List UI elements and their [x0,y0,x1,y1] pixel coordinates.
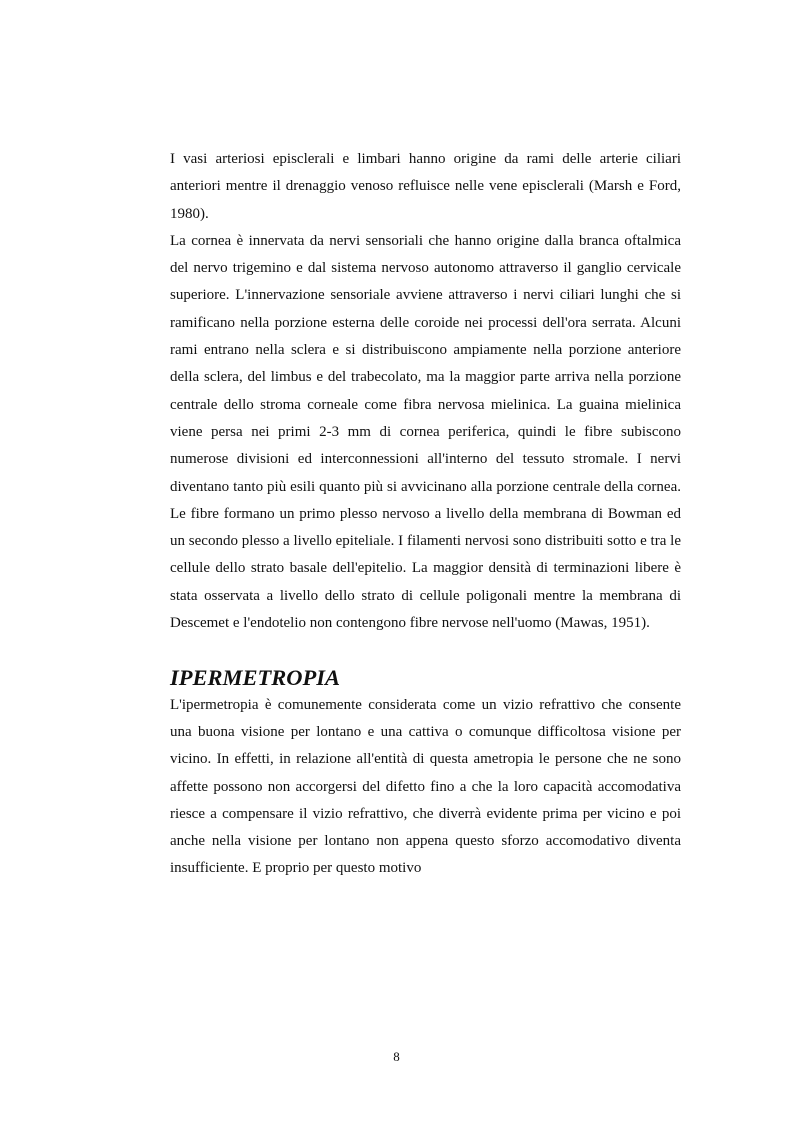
paragraph-ipermetropia: L'ipermetropia è comunemente considerata come un vizio refrattivo che consente una buona visione per lontano e una cattiva o comunque difficoltosa visione per vicino. In effetti, in relazione all'entità di questa ametropia le persone che ne sono affette possono non accorgersi del difetto fino a che la loro capacità accomodativa riesce a compensare il vizio refrattivo, che diverrà evidente prima per vicino e poi anche nella visione per lontano non appena questo sforzo accomodativo diventa insufficiente. E proprio per questo motivo [170,696,681,877]
page-number: 8 [393,1049,400,1064]
paragraph-vasi-arteriosi: I vasi arteriosi episclerali e limbari hanno origine da rami delle arterie ciliari anteriori mentre il drenaggio venoso refluisce nelle vene episclerali (Marsh e Ford, 1980). [170,151,681,222]
section-heading-ipermetropia: IPERMETROPIA [170,665,341,691]
body-text [170,146,681,883]
paragraph-innervazione-cornea: La cornea è innervata da nervi sensoriali che hanno origine dalla branca oftalmica del nervo trigemino e dal sistema nervoso autonomo attraverso il ganglio cervicale superiore. L'innervazione sensoriale avviene attraverso i nervi ciliari lunghi che si ramificano nella porzione esterna delle coroide nei processi dell'ora serrata. Alcuni rami entrano nella sclera e si distribuiscono ampiamente nella porzione anteriore della sclera, del limbus e del trabecolato, ma la maggior parte arriva nella porzione centrale dello stroma corneale come fibra nervosa mielinica. La guaina mielinica viene persa nei primi 2-3 mm di cornea periferica, quindi le fibre subiscono numerose divisioni ed interconnessioni all'interno del tessuto stromale. I nervi diventano tanto più esili quanto più si avvicinano alla porzione centrale della cornea. Le fibre formano un primo plesso nervoso a livello della membrana di Bowman ed un secondo plesso a livello epiteliale. I filamenti nervosi sono distribuiti sotto e tra le cellule dello strato basale dell'epitelio. La maggior densità di terminazioni libere è stata osservata a livello dello strato di cellule poligonali mentre la membrana di Descemet e l'endotelio non contengono fibre nervose nell'uomo (Mawas, 1951). [170,232,681,632]
